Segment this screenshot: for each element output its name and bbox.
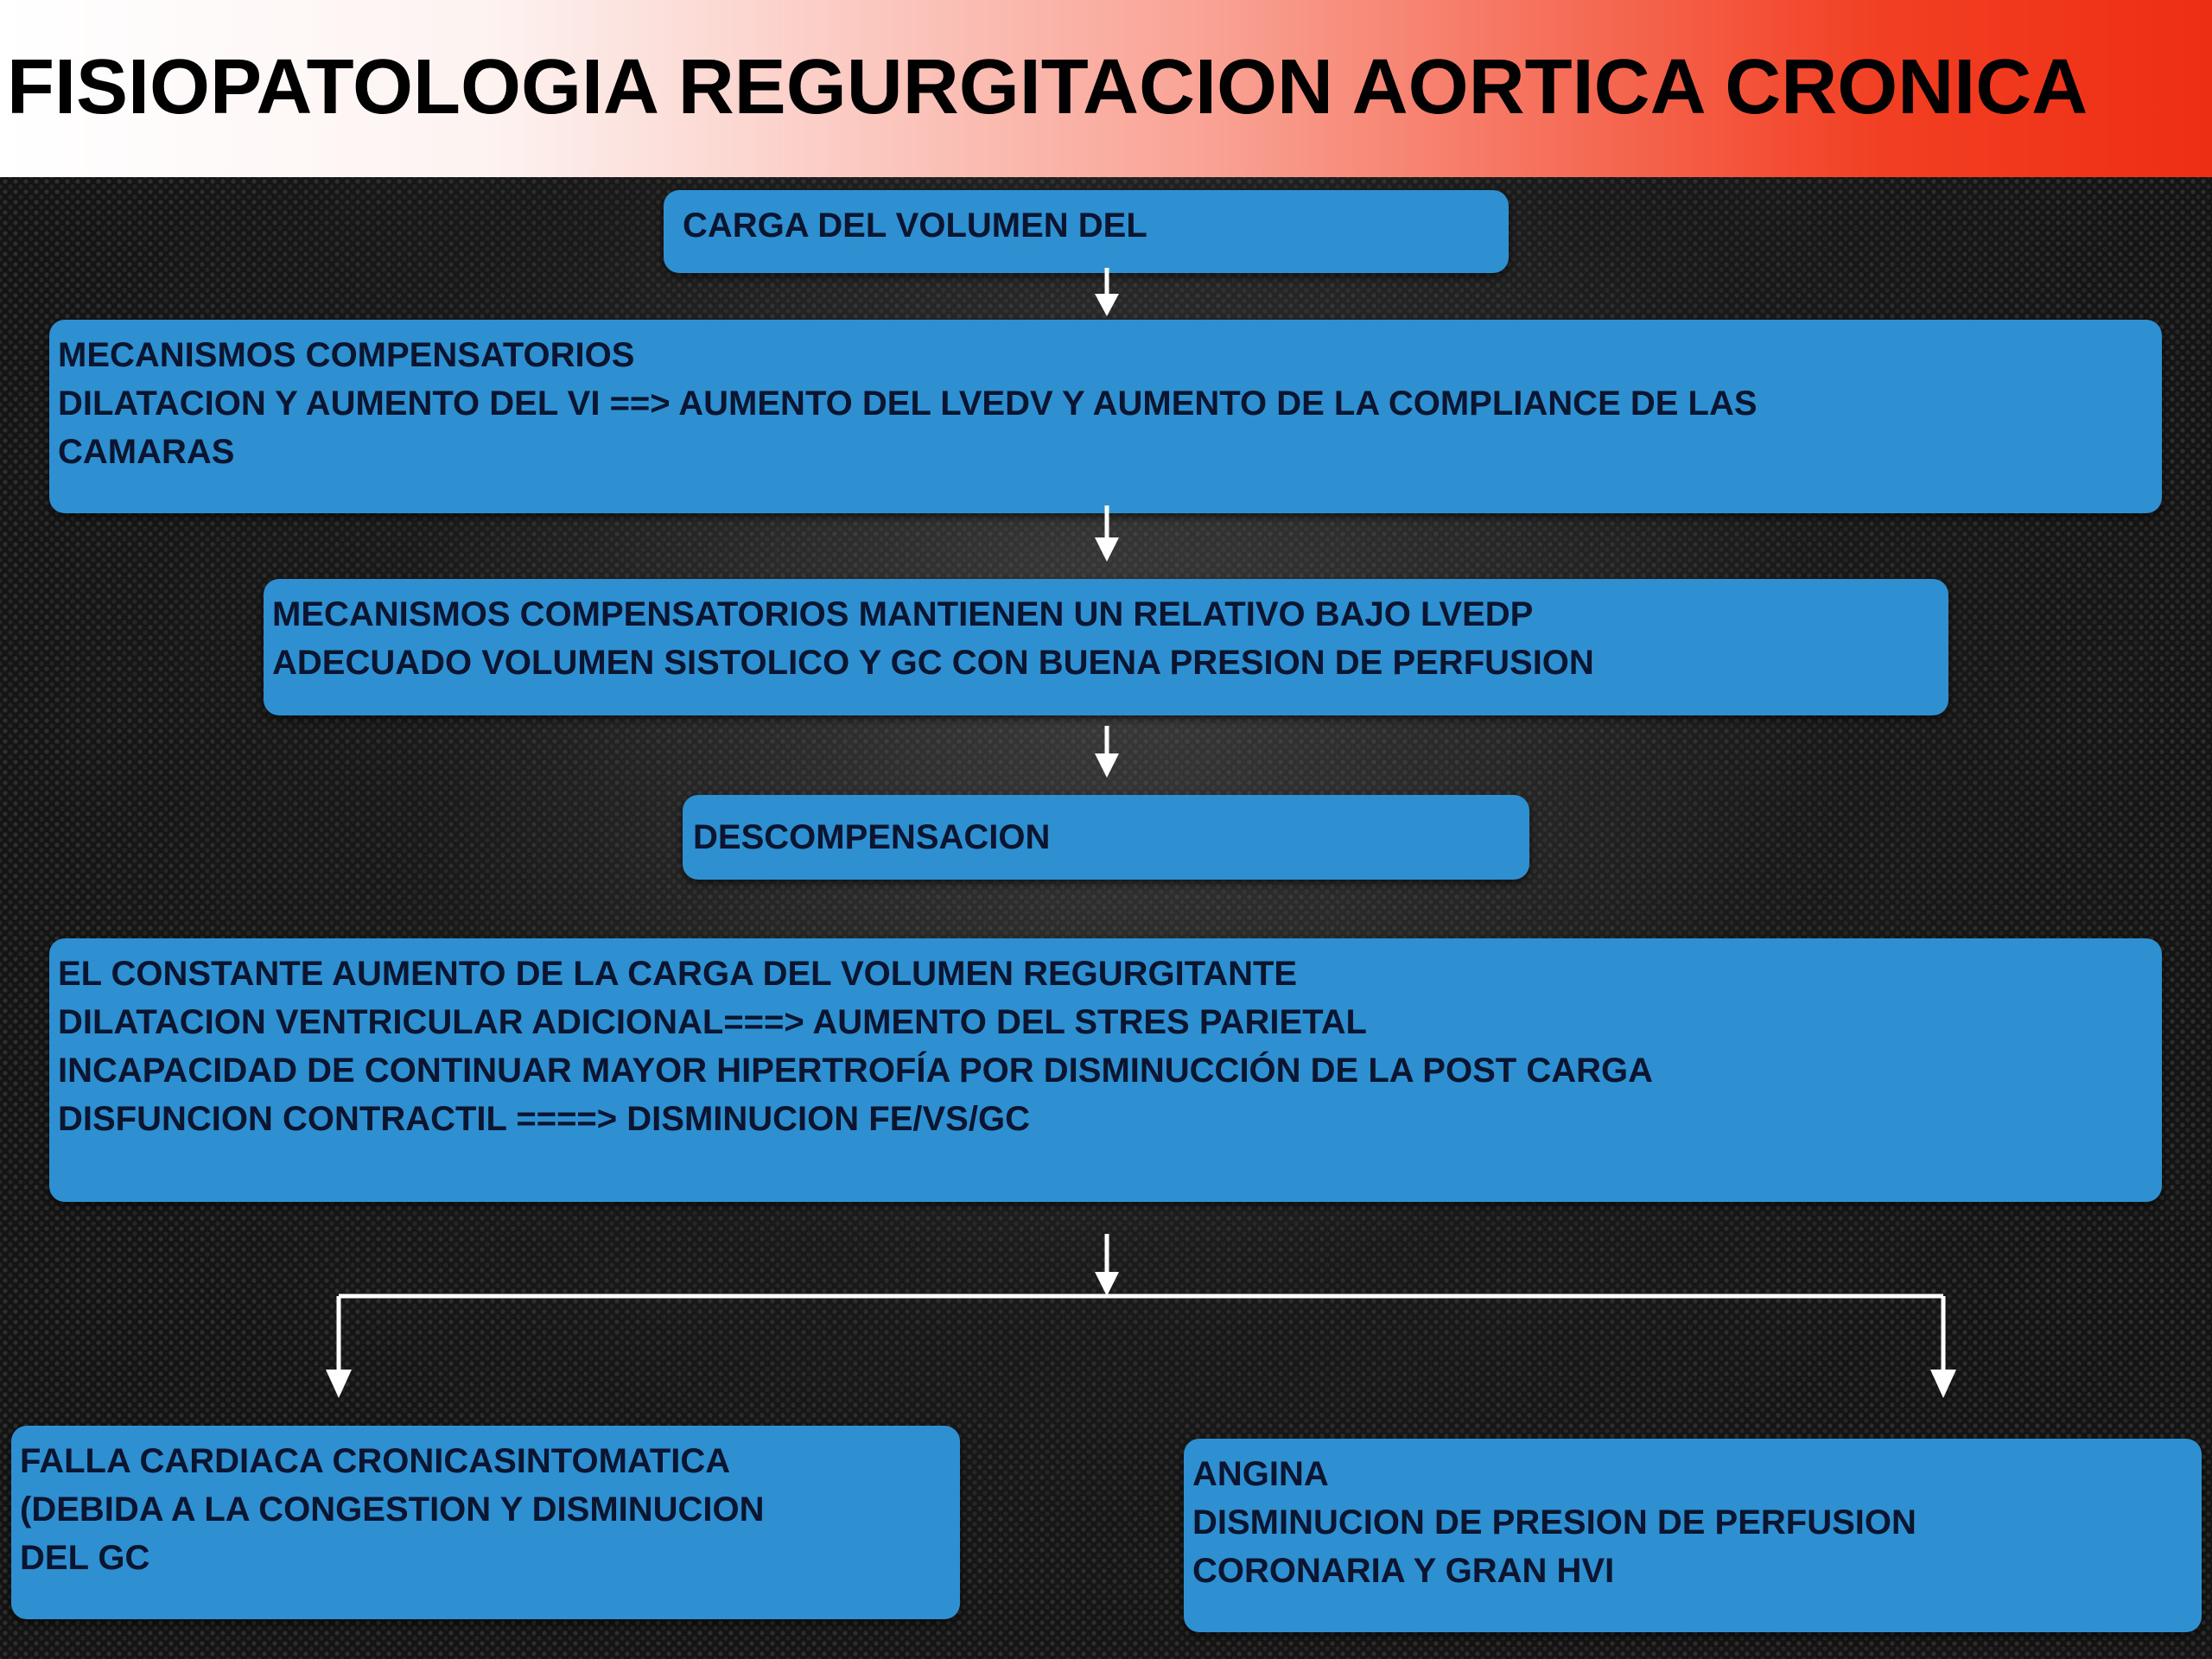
box-descompensacion (683, 795, 1529, 880)
box-line: (DEBIDA A LA CONGESTION Y DISMINUCION (20, 1491, 765, 1529)
box-line: MECANISMOS COMPENSATORIOS MANTIENEN UN RELATIVO BAJO LVEDP (272, 595, 1534, 633)
box-line: ADECUADO VOLUMEN SISTOLICO Y GC CON BUENA PRESION DE PERFUSION (272, 644, 1594, 682)
box-line: DILATACION Y AUMENTO DEL VI ==> AUMENTO DEL LVEDV Y AUMENTO DE LA COMPLIANCE DE LAS (58, 385, 1758, 423)
box-carga-volumen (664, 190, 1509, 273)
page-title: FISIOPATOLOGIA REGURGITACION AORTICA CRONICA (7, 44, 2088, 130)
box-line: CARGA DEL VOLUMEN DEL (683, 207, 1147, 245)
arrowhead-icon (1095, 1272, 1119, 1296)
box-line: DESCOMPENSACION (693, 818, 1051, 856)
box-line: DILATACION VENTRICULAR ADICIONAL===> AUMENTO DEL STRES PARIETAL (58, 1003, 1367, 1041)
box-aumento-carga (49, 938, 2162, 1202)
box-line: INCAPACIDAD DE CONTINUAR MAYOR HIPERTROFÍA POR DISMINUCCIÓN DE LA POST CARGA (58, 1052, 1653, 1090)
box-line: DISFUNCION CONTRACTIL ====> DISMINUCION FE/VS/GC (58, 1100, 1030, 1138)
box-line: ANGINA (1192, 1455, 1329, 1493)
box-line: EL CONSTANTE AUMENTO DE LA CARGA DEL VOLUMEN REGURGITANTE (58, 955, 1298, 993)
arrowhead-icon (1930, 1370, 1956, 1398)
box-line: DISMINUCION DE PRESION DE PERFUSION (1192, 1503, 1916, 1541)
arrowhead-icon (326, 1370, 352, 1398)
box-mecanismos-compensatorios (49, 320, 2162, 513)
box-line: CAMARAS (58, 433, 235, 471)
box-angina (1184, 1439, 2202, 1632)
box-mecanismos-mantienen (264, 579, 1948, 715)
arrowhead-icon (1095, 537, 1119, 562)
box-falla-cardiaca (11, 1426, 960, 1619)
title-banner (0, 0, 2212, 177)
arrowhead-icon (1095, 753, 1119, 778)
box-line: MECANISMOS COMPENSATORIOS (58, 336, 635, 374)
box-line: CORONARIA Y GRAN HVI (1192, 1552, 1615, 1590)
box-line: DEL GC (20, 1539, 150, 1577)
arrowhead-icon (1095, 294, 1119, 316)
box-line: FALLA CARDIACA CRONICASINTOMATICA (20, 1442, 731, 1480)
